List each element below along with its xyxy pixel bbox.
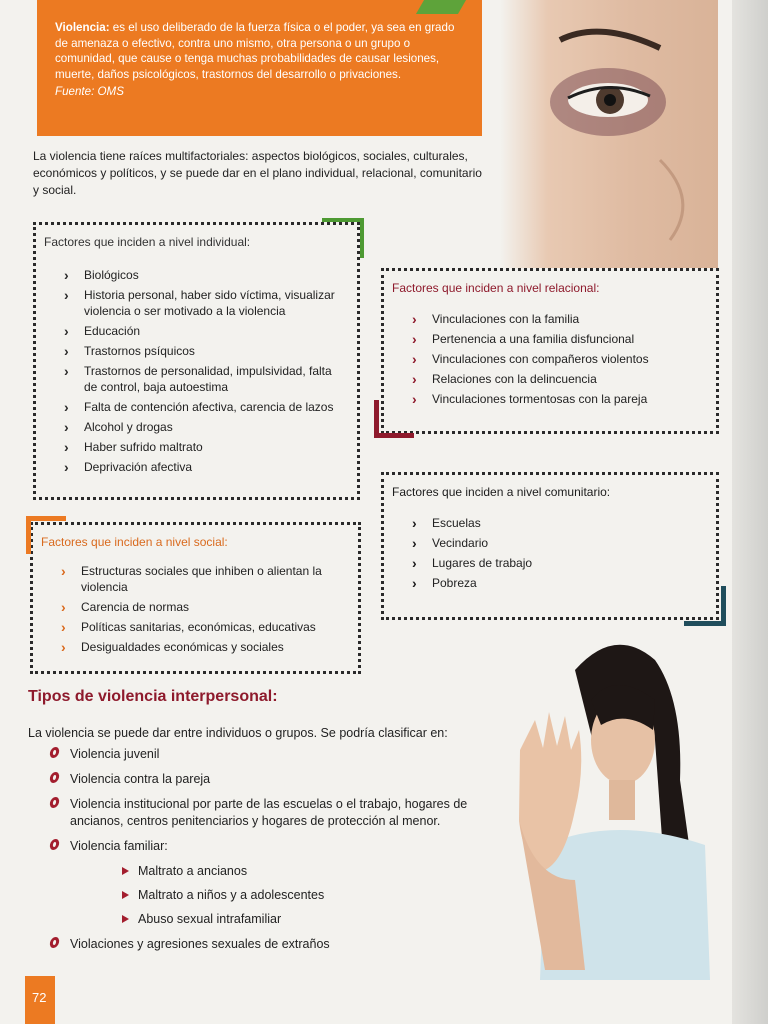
list-item: › Historia personal, haber sido víctima, visualizar violencia o ser motivado a la violencia (64, 287, 335, 318)
chevron-right-icon: › (64, 459, 69, 475)
social-factors-box (30, 522, 361, 674)
individual-factors-title: Factores que inciden a nivel individual: (44, 235, 251, 249)
chevron-right-icon: › (412, 391, 417, 407)
list-item: › Estructuras sociales que inhiben o alientan la violencia (61, 563, 322, 594)
list-item: Violencia contra la pareja (50, 771, 500, 788)
list-item: › Escuelas (412, 515, 481, 531)
orange-corner-tab (26, 516, 66, 554)
social-factors-title: Factores que inciden a nivel social: (41, 535, 228, 549)
social-factors-list (41, 563, 348, 655)
chevron-right-icon: › (61, 599, 66, 615)
definition-text: es el uso deliberado de la fuerza física o el poder, ya sea en grado de amenaza o efectivo, contra uno mismo, otra persona o un grupo o comunidad, que cause o tenga muchas probabilidades de causar lesiones, muerte, daños psicológicos, trastornos del desarrollo o privaciones. (55, 21, 455, 81)
list-item: › Políticas sanitarias, económicas, educativas (61, 619, 316, 635)
chevron-right-icon: › (412, 575, 417, 591)
list-item: › Vinculaciones con la familia (412, 311, 580, 327)
chevron-right-icon: › (412, 371, 417, 387)
list-item: › Vinculaciones con compañeros violentos (412, 351, 649, 367)
page-number-tab (25, 976, 55, 1024)
chevron-right-icon: › (412, 515, 417, 531)
individual-factors-box (33, 222, 360, 500)
page-edge (732, 0, 768, 1024)
list-item: Violaciones y agresiones sexuales de extraños (50, 936, 500, 953)
family-violence-sublist (70, 863, 500, 928)
list-item: › Vecindario (412, 535, 489, 551)
community-factors-box (381, 472, 719, 620)
relational-factors-list (392, 311, 706, 407)
chevron-right-icon: › (64, 363, 69, 379)
list-item: › Falta de contención afectiva, carencia de lazos (64, 399, 334, 415)
green-corner-accent (416, 0, 466, 14)
list-item: › Alcohol y drogas (64, 419, 173, 435)
chevron-right-icon: › (61, 619, 66, 635)
sub-list-item: Abuso sexual intrafamiliar (70, 911, 500, 928)
triangle-bullet-icon (122, 891, 129, 899)
list-item: › Deprivación afectiva (64, 459, 193, 475)
chevron-right-icon: › (412, 555, 417, 571)
list-item: › Educación (64, 323, 141, 339)
community-factors-list (392, 515, 706, 591)
list-item: Violencia juvenil (50, 746, 500, 763)
intro-paragraph: La violencia tiene raíces multifactoriales: aspectos biológicos, sociales, culturales, económicos y políticos, y se puede dar en el plano individual, relacional, comunitario y social. (33, 149, 482, 197)
maroon-corner-tab (374, 400, 414, 438)
list-item: › Pobreza (412, 575, 477, 591)
chevron-right-icon: › (64, 439, 69, 455)
girl-stop-hand-image (505, 630, 730, 980)
list-item: › Lugares de trabajo (412, 555, 533, 571)
o-bullet-icon (49, 747, 60, 758)
o-bullet-icon (49, 937, 60, 948)
green-corner-tab (322, 218, 364, 258)
list-item: › Trastornos de personalidad, impulsividad, falta de control, baja autoestima (64, 363, 332, 394)
relational-factors-box (381, 268, 719, 434)
list-item: Violencia familiar: Maltrato a ancianos Maltrato a niños y a adolescentes Abuso sexual intrafamiliar (50, 838, 500, 928)
definition-box (37, 0, 482, 136)
chevron-right-icon: › (64, 323, 69, 339)
list-item: › Pertenencia a una familia disfuncional (412, 331, 635, 347)
relational-factors-title: Factores que inciden a nivel relacional: (392, 281, 600, 295)
chevron-right-icon: › (64, 343, 69, 359)
list-item: Violencia institucional por parte de las escuelas o el trabajo, hogares de ancianos, centros penitenciarios y hogares de protección al menor. (50, 796, 500, 830)
violence-types-list (50, 746, 500, 961)
individual-factors-list (44, 267, 347, 475)
list-item: › Haber sufrido maltrato (64, 439, 203, 455)
list-item: › Biológicos (64, 267, 139, 283)
chevron-right-icon: › (64, 419, 69, 435)
list-item: › Carencia de normas (61, 599, 190, 615)
section-intro: La violencia se puede dar entre individuos o grupos. Se podría clasificar en: (28, 726, 448, 740)
chevron-right-icon: › (61, 639, 66, 655)
teal-corner-tab (684, 586, 726, 626)
sub-list-item: Maltrato a ancianos (70, 863, 500, 880)
o-bullet-icon (49, 772, 60, 783)
page-number: 72 (32, 990, 47, 1005)
section-title: Tipos de violencia interpersonal: (28, 688, 278, 705)
sub-list-item: Maltrato a niños y a adolescentes (70, 887, 500, 904)
chevron-right-icon: › (64, 287, 69, 303)
chevron-right-icon: › (412, 535, 417, 551)
list-item: › Desigualdades económicas y sociales (61, 639, 284, 655)
definition-source: Fuente: OMS (55, 85, 124, 99)
chevron-right-icon: › (61, 563, 66, 579)
triangle-bullet-icon (122, 867, 129, 875)
list-item: › Relaciones con la delincuencia (412, 371, 597, 387)
definition-term: Violencia: (55, 21, 110, 34)
list-item: › Vinculaciones tormentosas con la pareja (412, 391, 648, 407)
list-item: › Trastornos psíquicos (64, 343, 195, 359)
chevron-right-icon: › (64, 267, 69, 283)
chevron-right-icon: › (412, 331, 417, 347)
community-factors-title: Factores que inciden a nivel comunitario: (392, 485, 611, 499)
triangle-bullet-icon (122, 915, 129, 923)
o-bullet-icon (49, 839, 60, 850)
chevron-right-icon: › (64, 399, 69, 415)
bruised-eye-face-image (500, 0, 718, 268)
chevron-right-icon: › (412, 311, 417, 327)
chevron-right-icon: › (412, 351, 417, 367)
o-bullet-icon (49, 797, 60, 808)
